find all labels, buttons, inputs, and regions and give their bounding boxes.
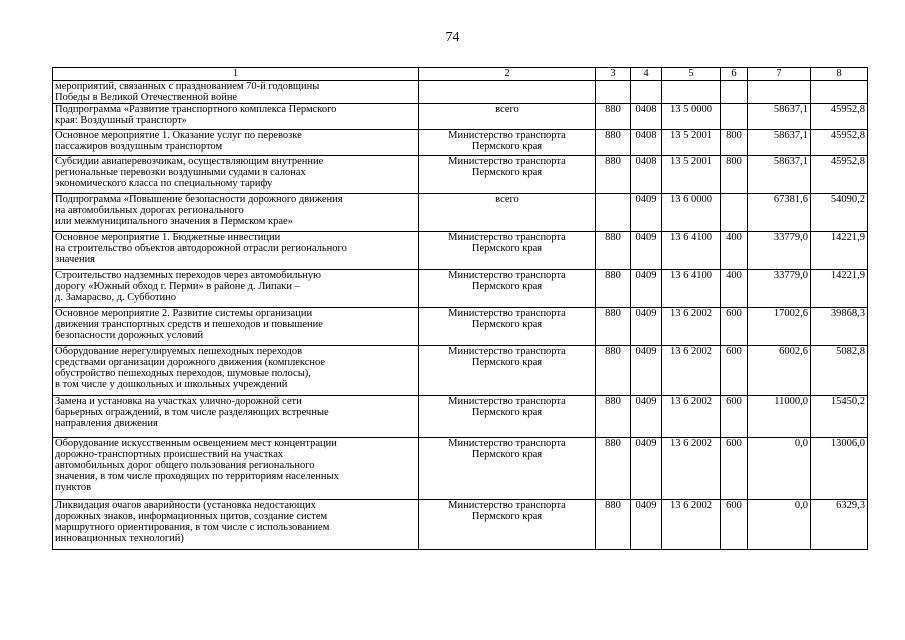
page-number: 74 — [445, 30, 460, 45]
amount-2015-cell: 0,0 — [748, 438, 811, 500]
section-code-cell: 0409 — [631, 308, 662, 346]
section-code-cell: 0409 — [631, 500, 662, 550]
target-article-cell: 13 6 2002 — [662, 396, 721, 438]
executor-cell: Министерство транспорта Пермского края — [419, 270, 596, 308]
executor-cell: Министерство транспорта Пермского края — [419, 438, 596, 500]
target-article-cell: 13 6 2002 — [662, 308, 721, 346]
amount-2015-cell: 67381,6 — [748, 194, 811, 232]
executor-cell — [419, 81, 596, 104]
table-row — [53, 156, 868, 194]
table-row — [53, 438, 868, 500]
expense-type-cell: 600 — [721, 438, 748, 500]
table-row — [53, 130, 868, 156]
amount-2016-cell: 13006,0 — [811, 438, 868, 500]
header-row — [53, 68, 868, 81]
amount-2015-cell: 33779,0 — [748, 270, 811, 308]
amount-2015-cell: 17002,6 — [748, 308, 811, 346]
target-article-cell: 13 5 2001 — [662, 130, 721, 156]
executor-cell: Министерство транспорта Пермского края — [419, 156, 596, 194]
amount-2015-cell: 6002,6 — [748, 346, 811, 396]
target-article-cell — [662, 81, 721, 104]
column-header-6: 6 — [721, 68, 748, 81]
amount-2016-cell: 45952,8 — [811, 156, 868, 194]
admin-code-cell: 880 — [596, 396, 631, 438]
row-name-cell: Ликвидация очагов аварийности (установка недостающих дорожных знаков, информационных щитов, создание систем маршрутного ориентирования, в том числе с использованием инновационных технологий) — [53, 500, 419, 550]
executor-cell: Министерство транспорта Пермского края — [419, 232, 596, 270]
column-header-3: 3 — [596, 68, 631, 81]
amount-2016-cell: 14221,9 — [811, 270, 868, 308]
amount-2016-cell: 15450,2 — [811, 396, 868, 438]
amount-2016-cell: 39868,3 — [811, 308, 868, 346]
section-code-cell: 0408 — [631, 130, 662, 156]
amount-2015-cell: 58637,1 — [748, 104, 811, 130]
section-code-cell: 0408 — [631, 156, 662, 194]
expense-type-cell: 400 — [721, 270, 748, 308]
amount-2015-cell — [748, 81, 811, 104]
target-article-cell: 13 6 2002 — [662, 346, 721, 396]
expense-type-cell — [721, 81, 748, 104]
column-header-2: 2 — [419, 68, 596, 81]
row-name-cell: Основное мероприятие 1. Бюджетные инвестиции на строительство объектов автодорожной отрасли регионального значения — [53, 232, 419, 270]
admin-code-cell: 880 — [596, 156, 631, 194]
expense-type-cell: 800 — [721, 130, 748, 156]
amount-2016-cell: 54090,2 — [811, 194, 868, 232]
target-article-cell: 13 6 4100 — [662, 270, 721, 308]
admin-code-cell: 880 — [596, 346, 631, 396]
amount-2015-cell: 33779,0 — [748, 232, 811, 270]
table-body — [53, 81, 868, 550]
row-name-cell: Оборудование искусственным освещением мест концентрации дорожно-транспортных происшествий на участках автомобильных дорог общего пользования регионального значения, в том числе проходящих по территориям населенных пунктов — [53, 438, 419, 500]
expense-type-cell: 600 — [721, 500, 748, 550]
admin-code-cell: 880 — [596, 270, 631, 308]
target-article-cell: 13 5 0000 — [662, 104, 721, 130]
column-header-4: 4 — [631, 68, 662, 81]
column-header-1: 1 — [53, 68, 419, 81]
target-article-cell: 13 6 4100 — [662, 232, 721, 270]
row-name-cell: Строительство надземных переходов через автомобильную дорогу «Южный обход г. Перми» в районе д. Липаки – д. Замарасво, д. Субботино — [53, 270, 419, 308]
expense-type-cell: 600 — [721, 346, 748, 396]
admin-code-cell: 880 — [596, 104, 631, 130]
section-code-cell: 0409 — [631, 346, 662, 396]
table-row — [53, 232, 868, 270]
budget-table — [52, 67, 868, 550]
section-code-cell: 0409 — [631, 232, 662, 270]
amount-2015-cell: 11000,0 — [748, 396, 811, 438]
table-row — [53, 500, 868, 550]
table-row — [53, 194, 868, 232]
target-article-cell: 13 6 2002 — [662, 500, 721, 550]
table-row — [53, 346, 868, 396]
row-name-cell: мероприятий, связанных с празднованием 70-й годовщины Победы в Великой Отечественной войне — [53, 81, 419, 104]
row-name-cell: Основное мероприятие 2. Развитие системы организации движения транспортных средств и пешеходов и повышение безопасности дорожных условий — [53, 308, 419, 346]
target-article-cell: 13 5 2001 — [662, 156, 721, 194]
table-row — [53, 104, 868, 130]
table-row — [53, 81, 868, 104]
admin-code-cell — [596, 81, 631, 104]
expense-type-cell: 400 — [721, 232, 748, 270]
section-code-cell — [631, 81, 662, 104]
row-name-cell: Субсидии авиаперевозчикам, осуществляющим внутренние региональные перевозки воздушными судами в салонах экономического класса по специальному тарифу — [53, 156, 419, 194]
admin-code-cell: 880 — [596, 438, 631, 500]
admin-code-cell: 880 — [596, 500, 631, 550]
expense-type-cell — [721, 104, 748, 130]
target-article-cell: 13 6 0000 — [662, 194, 721, 232]
table-row — [53, 308, 868, 346]
executor-cell: Министерство транспорта Пермского края — [419, 130, 596, 156]
table-row — [53, 396, 868, 438]
admin-code-cell — [596, 194, 631, 232]
amount-2016-cell: 45952,8 — [811, 130, 868, 156]
expense-type-cell: 800 — [721, 156, 748, 194]
row-name-cell: Оборудование нерегулируемых пешеходных переходов средствами организации дорожного движения (комплексное обустройство пешеходных переходов, шумовые полосы), в том числе у дошкольных и школьных учреждений — [53, 346, 419, 396]
section-code-cell: 0409 — [631, 438, 662, 500]
executor-cell: всего — [419, 104, 596, 130]
amount-2016-cell: 14221,9 — [811, 232, 868, 270]
column-header-7: 7 — [748, 68, 811, 81]
executor-cell: Министерство транспорта Пермского края — [419, 346, 596, 396]
executor-cell: Министерство транспорта Пермского края — [419, 500, 596, 550]
expense-type-cell: 600 — [721, 308, 748, 346]
column-header-5: 5 — [662, 68, 721, 81]
expense-type-cell: 600 — [721, 396, 748, 438]
target-article-cell: 13 6 2002 — [662, 438, 721, 500]
section-code-cell: 0409 — [631, 396, 662, 438]
admin-code-cell: 880 — [596, 130, 631, 156]
row-name-cell: Подпрограмма «Развитие транспортного комплекса Пермского края: Воздушный транспорт» — [53, 104, 419, 130]
expense-type-cell — [721, 194, 748, 232]
row-name-cell: Замена и установка на участках улично-дорожной сети барьерных ограждений, в том числе разделяющих встречные направления движения — [53, 396, 419, 438]
table-row — [53, 270, 868, 308]
executor-cell: Министерство транспорта Пермского края — [419, 396, 596, 438]
section-code-cell: 0409 — [631, 194, 662, 232]
admin-code-cell: 880 — [596, 232, 631, 270]
row-name-cell: Подпрограмма «Повышение безопасности дорожного движения на автомобильных дорогах регионального или межмуниципального значения в Пермском крае» — [53, 194, 419, 232]
row-name-cell: Основное мероприятие 1. Оказание услуг по перевозке пассажиров воздушным транспортом — [53, 130, 419, 156]
executor-cell: Министерство транспорта Пермского края — [419, 308, 596, 346]
admin-code-cell: 880 — [596, 308, 631, 346]
section-code-cell: 0409 — [631, 270, 662, 308]
amount-2016-cell: 6329,3 — [811, 500, 868, 550]
amount-2016-cell — [811, 81, 868, 104]
column-header-8: 8 — [811, 68, 868, 81]
amount-2016-cell: 5082,8 — [811, 346, 868, 396]
amount-2015-cell: 58637,1 — [748, 130, 811, 156]
amount-2016-cell: 45952,8 — [811, 104, 868, 130]
executor-cell: всего — [419, 194, 596, 232]
amount-2015-cell: 58637,1 — [748, 156, 811, 194]
amount-2015-cell: 0,0 — [748, 500, 811, 550]
section-code-cell: 0408 — [631, 104, 662, 130]
